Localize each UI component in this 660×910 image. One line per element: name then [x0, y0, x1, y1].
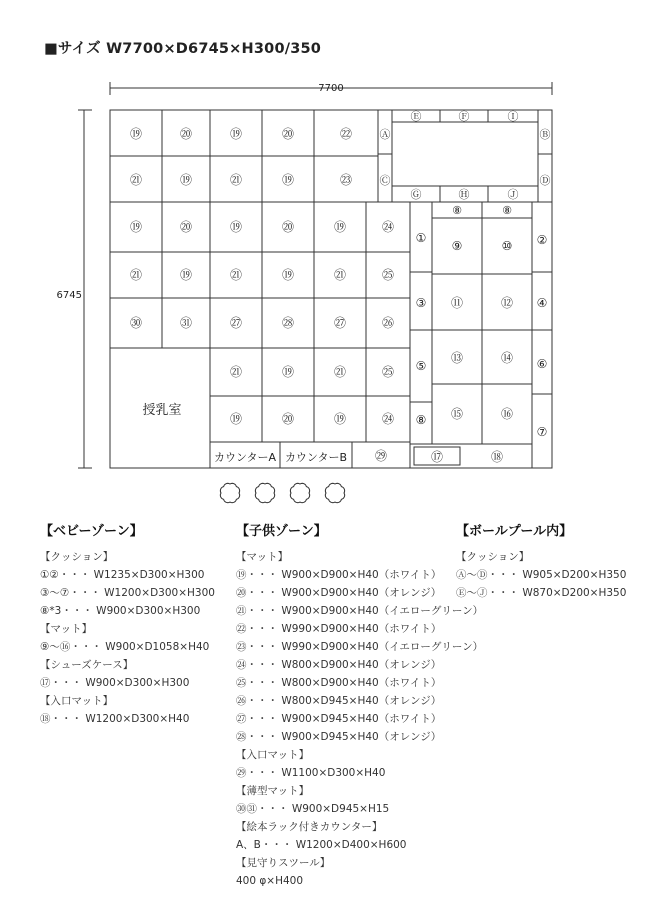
mat-label: ㉑ [229, 173, 243, 187]
baby-mat-label: ⑨ [451, 239, 463, 253]
stool-icon [290, 483, 309, 502]
legend-line: ㉚㉛・・・ W900×D945×H15 [236, 803, 390, 815]
legend-ball-pool [456, 522, 626, 602]
mat-label: ⑲ [179, 173, 193, 187]
baby-cushion-label: ② [536, 233, 548, 247]
mat-label: ㉑ [229, 365, 243, 379]
counter-a-label: カウンターA [213, 451, 277, 464]
baby-cushion-label: ④ [536, 296, 548, 310]
legend-line: 【シューズケース】 [40, 659, 134, 671]
ballpool-cushion-label: Ⓗ [458, 188, 470, 201]
mat-label: ⑲ [333, 220, 347, 234]
baby-cushion-label: ⑧ [415, 413, 427, 427]
ball-pool [392, 122, 538, 186]
legend-line: 【絵本ラック付きカウンター】 [236, 821, 383, 833]
legend-line: ㉓・・・ W990×D900×H40（イエローグリーン） [236, 641, 484, 653]
mat-label: ⑳ [179, 127, 193, 141]
baby-cushion-label: ⑧ [502, 204, 512, 217]
mat-label: ⑲ [129, 220, 143, 234]
legend-line: 【入口マット】 [40, 695, 114, 707]
mat-label: ⑳ [179, 220, 193, 234]
mat-label: ㉚ [129, 316, 143, 330]
legend-line: ㉗・・・ W900×D945×H40（ホワイト） [236, 713, 442, 725]
stool-icon [220, 483, 239, 502]
mat-label: ⑲ [179, 268, 193, 282]
mat-label: ⑲ [281, 365, 295, 379]
mat-label: ⑲ [129, 127, 143, 141]
mat-label: ㉑ [229, 268, 243, 282]
ballpool-cushion-label: Ⓓ [539, 174, 551, 187]
legend-line: 【マット】 [40, 623, 93, 635]
mat-label: ㉓ [339, 173, 353, 187]
baby-cushion-label: ⑧ [452, 204, 462, 217]
counter-b-label: カウンターB [284, 451, 348, 464]
mat-label: ㉔ [381, 220, 395, 234]
legend-lines [40, 548, 215, 728]
width-label: 7700 [318, 83, 344, 94]
legend-line: ⑨～⑯・・・ W900×D1058×H40 [40, 641, 210, 653]
entrance-mat-label: ㉙ [374, 449, 388, 463]
baby-mat-label: ⑫ [500, 296, 514, 310]
legend-lines [456, 548, 626, 602]
legend-heading: 【ボールプール内】 [456, 524, 573, 539]
ballpool-cushion-label: Ⓕ [458, 110, 470, 123]
mat-label: ㉗ [333, 316, 347, 330]
legend-line: ㉔・・・ W800×D900×H40（オレンジ） [236, 659, 442, 671]
legend-line: ⑰・・・ W900×D300×H300 [40, 677, 190, 689]
legend-line: ㉙・・・ W1100×D300×H40 [236, 767, 386, 779]
legend-kids-zone [236, 522, 483, 890]
baby-mat-label: ⑯ [500, 407, 514, 421]
mat-label: ⑳ [281, 220, 295, 234]
mat-label: ㉛ [179, 316, 193, 330]
baby-cushion-label: ⑤ [415, 359, 427, 373]
legend-heading: 【ベビーゾーン】 [40, 524, 143, 539]
legend-line: ③～⑦・・・ W1200×D300×H300 [40, 587, 215, 599]
legend-line: 400 φ×H400 [236, 875, 304, 887]
baby-cushion-label: ⑥ [536, 357, 548, 371]
ballpool-cushion-label: Ⓘ [507, 110, 519, 123]
ballpool-cushion-label: Ⓖ [410, 188, 422, 201]
ballpool-cushion-label: Ⓙ [507, 188, 519, 201]
mat-label: ㉖ [381, 316, 395, 330]
ballpool-cushion-label: Ⓔ [410, 110, 422, 123]
legend-line: 【薄型マット】 [236, 785, 310, 797]
depth-label: 6745 [56, 290, 82, 301]
mat-label: ⑲ [281, 173, 295, 187]
legend-line: ⑱・・・ W1200×D300×H40 [40, 713, 190, 725]
baby-mat-label: ⑬ [450, 351, 464, 365]
mat-label: ㉑ [333, 268, 347, 282]
nursing-room-label: 授乳室 [142, 403, 182, 418]
mat-label: ㉕ [381, 365, 395, 379]
mat-label: ㉑ [129, 268, 143, 282]
mat-label: ㉒ [339, 127, 353, 141]
legend-line: A、B・・・ W1200×D400×H600 [236, 839, 407, 851]
legend-line: ㉖・・・ W800×D945×H40（オレンジ） [236, 695, 442, 707]
shoe-case-label: ⑰ [430, 450, 444, 464]
size-title: ■サイズ W7700×D6745×H300/350 [44, 41, 322, 57]
mat-label: ⑲ [281, 268, 295, 282]
stools [220, 483, 344, 502]
mat-label: ⑲ [333, 412, 347, 426]
mat-label: ㉑ [333, 365, 347, 379]
baby-cushion-label: ③ [415, 296, 427, 310]
ballpool-cushion-label: Ⓑ [539, 128, 551, 141]
mat-label: ㉗ [229, 316, 243, 330]
mat-label: ⑲ [229, 220, 243, 234]
mat-label: ㉕ [381, 268, 395, 282]
legend-line: Ⓐ～Ⓓ・・・ W905×D200×H350 [456, 569, 627, 581]
legend-line: Ⓔ～Ⓙ・・・ W870×D200×H350 [456, 587, 627, 599]
legend-line: ①②・・・ W1235×D300×H300 [40, 569, 205, 581]
mat-label: ⑲ [229, 412, 243, 426]
legend-line: ㉘・・・ W900×D945×H40（オレンジ） [236, 731, 442, 743]
mat-label: ⑲ [229, 127, 243, 141]
legend-line: 【見守りスツール】 [236, 857, 331, 869]
legend-line: ⑲・・・ W900×D900×H40（ホワイト） [236, 569, 442, 581]
legend-lines [236, 548, 483, 890]
baby-mat-label: ⑪ [450, 296, 464, 310]
legend-line: ⑳・・・ W900×D900×H40（オレンジ） [236, 587, 442, 599]
baby-cushion-label: ① [415, 231, 427, 245]
entrance-mat-label: ⑱ [490, 450, 504, 464]
mat-label: ㉘ [281, 316, 295, 330]
baby-mat-label: ⑭ [500, 351, 514, 365]
legend-line: ⑧*3・・・ W900×D300×H300 [40, 605, 201, 617]
baby-mat-label: ⑮ [450, 407, 464, 421]
legend-line: ㉕・・・ W800×D900×H40（ホワイト） [236, 677, 442, 689]
legend-line: ㉑・・・ W900×D900×H40（イエローグリーン） [236, 605, 484, 617]
mat-label: ⑳ [281, 412, 295, 426]
baby-mat-label: ⑩ [501, 239, 513, 253]
mat-label: ㉑ [129, 173, 143, 187]
ballpool-cushion-label: Ⓒ [379, 174, 391, 187]
mat-label: ㉔ [381, 412, 395, 426]
legend-line: 【入口マット】 [236, 749, 310, 761]
stool-icon [255, 483, 274, 502]
mat-label: ⑳ [281, 127, 295, 141]
legend-baby-zone [40, 522, 215, 728]
ballpool-cushion-label: Ⓐ [379, 128, 391, 141]
baby-cushion-label: ⑦ [536, 425, 548, 439]
legend-heading: 【子供ゾーン】 [236, 524, 327, 539]
stool-icon [325, 483, 344, 502]
legend-line: 【クッション】 [456, 551, 530, 563]
legend-line: 【クッション】 [40, 551, 114, 563]
legend-line: ㉒・・・ W990×D900×H40（ホワイト） [236, 623, 442, 635]
legend-line: 【マット】 [236, 551, 289, 563]
